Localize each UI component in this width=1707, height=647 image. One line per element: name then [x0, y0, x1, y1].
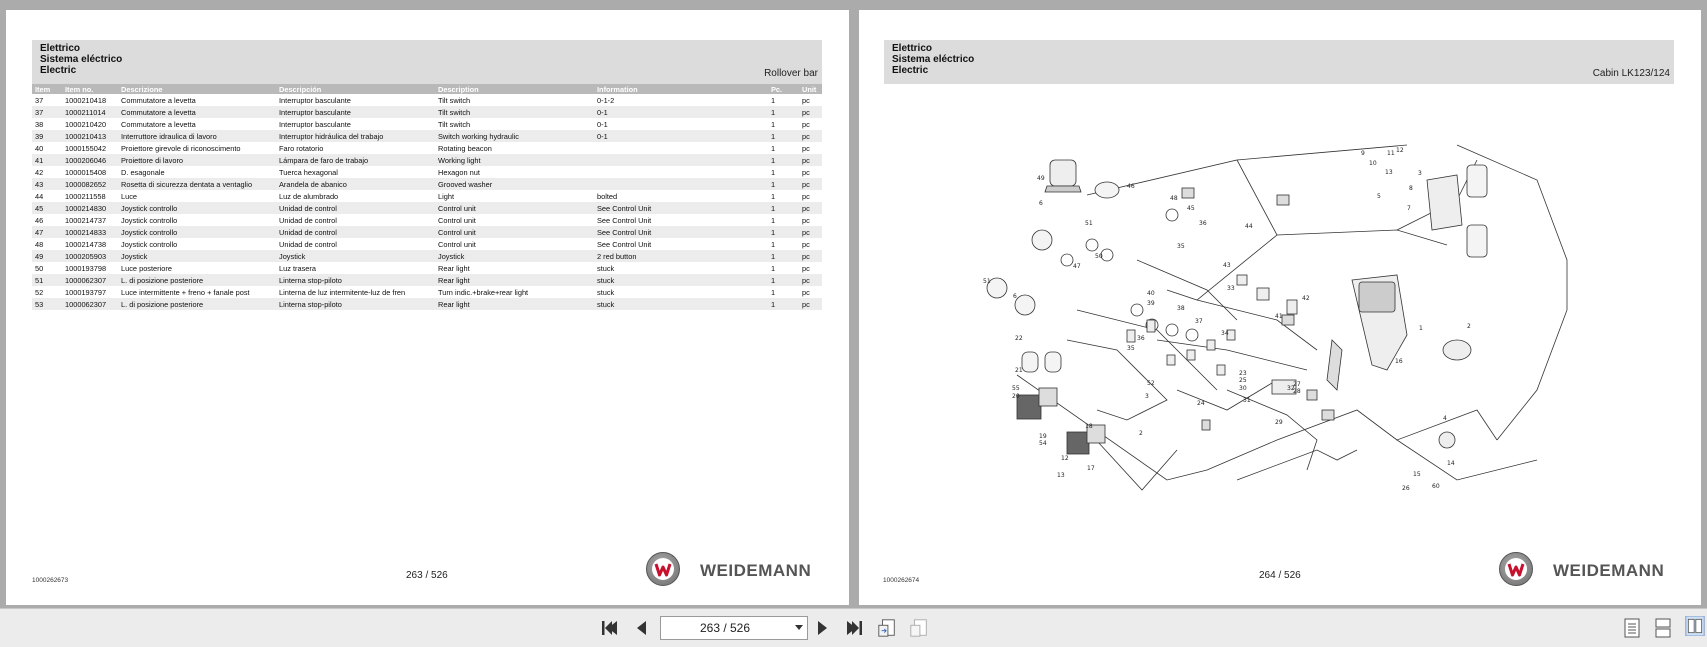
callout-label: 28 [1293, 388, 1301, 395]
cell-item: 40 [35, 143, 44, 153]
callout-label: 3 [1145, 393, 1149, 400]
cell-unit: pc [802, 119, 810, 129]
cell-information: 0-1-2 [597, 95, 615, 105]
table-row [32, 250, 822, 262]
cell-item: 46 [35, 215, 44, 225]
cell-description: Tilt switch [435, 106, 594, 118]
page-number-input[interactable] [660, 616, 808, 640]
callout-label: 35 [1127, 345, 1135, 352]
callout-label: 27 [1293, 381, 1301, 388]
callout-label: 12 [1061, 455, 1069, 462]
table-row [32, 130, 822, 142]
header-line-italian: Elettrico [40, 43, 81, 54]
table-row [32, 202, 822, 214]
cell-information: stuck [594, 274, 768, 286]
cell-description: Joystick [435, 250, 594, 262]
cell-unit: pc [799, 250, 822, 262]
cell-descrizione: Joystick [118, 250, 276, 262]
table-row [32, 118, 822, 130]
callout-label: 22 [1015, 335, 1023, 342]
col-pc: Pc. [768, 84, 799, 94]
cell-description: Turn indic.+brake+rear light [438, 287, 529, 297]
callout-label: 41 [1275, 313, 1283, 320]
cell-unit: pc [802, 263, 810, 273]
cell-unit: pc [799, 298, 822, 310]
callout-label: 51 [1085, 220, 1093, 227]
table-row [32, 298, 822, 310]
cell-descripcion: Interruptor basculante [276, 106, 435, 118]
callout-label: 7 [1407, 205, 1411, 212]
cell-item-no: 1000155042 [65, 143, 107, 153]
header-line-english: Electric [40, 65, 77, 76]
cell-unit: pc [799, 202, 822, 214]
cell-unit: pc [799, 274, 822, 286]
next-page-icon[interactable] [812, 618, 832, 638]
cell-unit: pc [802, 215, 810, 225]
callout-label: 44 [1245, 223, 1253, 230]
callout-label: 36 [1137, 335, 1145, 342]
callout-label: 33 [1227, 285, 1235, 292]
cell-unit: pc [802, 287, 810, 297]
table-row [32, 142, 822, 154]
callout-label: 15 [1413, 471, 1421, 478]
weidemann-logo-icon [646, 552, 680, 586]
cell-pc: 1 [768, 154, 799, 166]
cell-descrizione: Luce intermittente + freno + fanale post [121, 287, 250, 297]
callout-label: 13 [1385, 169, 1393, 176]
cell-information: stuck [594, 298, 768, 310]
cell-pc: 1 [771, 287, 776, 297]
cell-description: Tilt switch [438, 95, 471, 105]
callout-label: 47 [1073, 263, 1081, 270]
page-header [32, 40, 822, 84]
cell-item-no: 1000062307 [62, 274, 118, 286]
cell-item: 42 [35, 167, 44, 177]
callout-label: 34 [1221, 330, 1229, 337]
cell-description: Rear light [438, 263, 470, 273]
callout-label: 37 [1195, 318, 1203, 325]
cell-item: 47 [32, 226, 62, 238]
cell-item: 37 [35, 95, 44, 105]
col-descripcion: Descripción [276, 84, 435, 94]
cell-information: See Control Unit [597, 239, 652, 249]
callout-label: 36 [1199, 220, 1207, 227]
cell-item-no: 1000211558 [65, 191, 106, 201]
cell-item-no: 1000062307 [62, 298, 118, 310]
callout-label: 20 [1012, 393, 1020, 400]
table-row [32, 226, 822, 238]
callout-label: 50 [1095, 253, 1103, 260]
cell-descrizione: Proiettore girevole di riconoscimento [121, 143, 241, 153]
cell-item-no: 1000015408 [65, 167, 107, 177]
cell-descripcion: Luz trasera [279, 263, 316, 273]
cell-unit: pc [802, 95, 810, 105]
cell-descrizione: Joystick controllo [121, 239, 178, 249]
col-item: Item [32, 84, 62, 94]
cell-item: 39 [32, 130, 62, 142]
callout-label: 25 [1239, 377, 1247, 384]
table-header-row [32, 84, 822, 94]
section-title: Rollover bar [764, 68, 818, 79]
cell-pc: 1 [771, 95, 776, 105]
cell-descrizione: Commutatore a levetta [121, 119, 196, 129]
cell-descripcion: Unidad de control [276, 226, 435, 238]
callout-label: 55 [1012, 385, 1020, 392]
table-row [32, 106, 822, 118]
callout-label: 2 [1139, 430, 1143, 437]
callout-label: 6 [1013, 293, 1017, 300]
parts-table [32, 84, 822, 310]
cell-descrizione: Joystick controllo [118, 226, 276, 238]
callout-label: 60 [1432, 483, 1440, 490]
fit-width-icon[interactable] [908, 618, 930, 638]
callout-label: 19 [1039, 433, 1047, 440]
cell-descripcion: Linterna de luz intermitente-luz de fren [279, 287, 406, 297]
cell-description: Rear light [435, 298, 594, 310]
two-page-view-icon[interactable] [1684, 616, 1706, 636]
cell-pc: 1 [768, 130, 799, 142]
cell-pc: 1 [768, 106, 799, 118]
cell-description: Control unit [438, 215, 476, 225]
document-code: 1000262674 [883, 577, 920, 584]
cell-item-no: 1000214830 [62, 202, 118, 214]
cell-description: Control unit [435, 226, 594, 238]
cell-item: 51 [32, 274, 62, 286]
cell-description: Switch working hydraulic [435, 130, 594, 142]
table-row [32, 178, 822, 190]
callout-label: 40 [1147, 290, 1155, 297]
cell-descripcion: Interruptor basculante [279, 119, 351, 129]
table-row [32, 166, 822, 178]
cell-description: Grooved washer [435, 178, 594, 190]
cell-item-no: 1000205903 [62, 250, 118, 262]
cell-information: bolted [597, 191, 618, 201]
document-code: 1000262673 [32, 577, 69, 584]
cell-pc: 1 [771, 239, 776, 249]
callout-label: 45 [1187, 205, 1195, 212]
cell-pc: 1 [771, 191, 776, 201]
cell-unit: pc [799, 130, 822, 142]
cell-item: 38 [35, 119, 44, 129]
callout-label: 54 [1039, 440, 1047, 447]
chevron-down-icon[interactable] [795, 625, 803, 630]
callout-label: 6 [1039, 200, 1043, 207]
callout-label: 26 [1402, 485, 1410, 492]
cell-descripcion: Linterna stop-piloto [276, 298, 435, 310]
cell-description: Light [438, 191, 455, 201]
cell-item: 44 [35, 191, 44, 201]
cell-item-no: 1000214738 [65, 239, 107, 249]
cell-information [594, 154, 768, 166]
col-description: Description [435, 84, 594, 94]
cell-descrizione: L. di posizione posteriore [118, 274, 276, 286]
cell-item-no: 1000193797 [65, 287, 107, 297]
cell-descripcion: Linterna stop-piloto [276, 274, 435, 286]
callout-label: 42 [1302, 295, 1310, 302]
cell-descripcion: Tuerca hexagonal [279, 167, 338, 177]
cell-item: 50 [35, 263, 44, 273]
cell-description: Tilt switch [438, 119, 471, 129]
cell-unit: pc [802, 167, 810, 177]
brand-name: WEIDEMANN [700, 561, 812, 580]
callout-label: 49 [1037, 175, 1045, 182]
callout-label: 29 [1275, 419, 1283, 426]
callout-label: 51 [983, 278, 991, 285]
wiring-diagram [977, 140, 1577, 530]
cell-descripcion: Unidad de control [276, 202, 435, 214]
cell-item: 52 [35, 287, 44, 297]
cell-descrizione: Luce [121, 191, 138, 201]
cell-descrizione: Commutatore a levetta [121, 95, 196, 105]
cell-information: See Control Unit [597, 215, 652, 225]
table-row [32, 274, 822, 286]
cell-item: 49 [32, 250, 62, 262]
page-264 [859, 10, 1701, 605]
col-item-no: Item no. [62, 84, 118, 94]
weidemann-logo-icon [1499, 552, 1533, 586]
cell-information: 0-1 [594, 130, 768, 142]
cell-description: Rotating beacon [438, 143, 492, 153]
cell-description: Working light [435, 154, 594, 166]
cell-descripcion: Luz de alumbrado [279, 191, 339, 201]
header-line-spanish: Sistema eléctrico [892, 54, 975, 65]
page-263 [6, 10, 849, 605]
cell-information: See Control Unit [594, 226, 768, 238]
cell-pc: 1 [768, 274, 799, 286]
header-line-italian: Elettrico [892, 43, 933, 54]
callout-label: 1 [1419, 325, 1423, 332]
section-title: Cabin LK123/124 [1592, 68, 1670, 79]
fit-page-icon[interactable] [876, 618, 898, 638]
cell-pc: 1 [771, 263, 776, 273]
callout-label: 3 [1418, 170, 1422, 177]
cell-information [594, 178, 768, 190]
callout-label: 21 [1015, 367, 1023, 374]
last-page-icon[interactable] [844, 618, 864, 638]
callout-label: 9 [1361, 150, 1365, 157]
callout-label: 5 [1377, 193, 1381, 200]
table-row [32, 214, 822, 226]
cell-information: See Control Unit [594, 202, 768, 214]
table-row [32, 238, 822, 250]
cell-pc: 1 [768, 226, 799, 238]
callout-label: 17 [1087, 465, 1095, 472]
callout-label: 52 [1147, 380, 1155, 387]
cell-descrizione: Proiettore di lavoro [118, 154, 276, 166]
cell-information: stuck [597, 263, 615, 273]
cell-item: 53 [32, 298, 62, 310]
cell-description: Control unit [435, 202, 594, 214]
cell-descripcion: Joystick [276, 250, 435, 262]
cell-descrizione: D. esagonale [121, 167, 165, 177]
cell-unit: pc [802, 239, 810, 249]
callout-label: 11 [1387, 150, 1395, 157]
cell-item: 45 [32, 202, 62, 214]
cell-item-no: 1000214833 [62, 226, 118, 238]
cell-descrizione: Joystick controllo [118, 202, 276, 214]
callout-label: 14 [1447, 460, 1455, 467]
header-line-spanish: Sistema eléctrico [40, 54, 123, 65]
cell-pc: 1 [768, 250, 799, 262]
viewer-toolbar [0, 608, 1707, 647]
cell-descrizione: L. di posizione posteriore [118, 298, 276, 310]
cell-item: 43 [32, 178, 62, 190]
cell-descripcion: Interruptor hidráulica del trabajo [276, 130, 435, 142]
callout-label: 43 [1223, 262, 1231, 269]
cell-unit: pc [802, 191, 810, 201]
table-row [32, 190, 822, 202]
callout-label: 30 [1239, 385, 1247, 392]
cell-descripcion: Lámpara de faro de trabajo [276, 154, 435, 166]
cell-item-no: 1000210420 [65, 119, 107, 129]
cell-unit: pc [799, 154, 822, 166]
table-row [32, 286, 822, 298]
prev-page-icon[interactable] [632, 618, 652, 638]
callout-label: 12 [1396, 147, 1404, 154]
cell-unit: pc [799, 106, 822, 118]
callout-label: 46 [1127, 183, 1135, 190]
page-number: 263 / 526 [406, 570, 448, 581]
cell-descrizione: Luce posteriore [121, 263, 172, 273]
first-page-icon[interactable] [600, 618, 620, 638]
cell-item-no: 1000082652 [62, 178, 118, 190]
col-information: Information [594, 84, 768, 94]
cell-descripcion: Faro rotatorio [279, 143, 324, 153]
callout-label: 4 [1443, 415, 1447, 422]
cell-item: 41 [32, 154, 62, 166]
callout-label: 2 [1467, 323, 1471, 330]
cell-pc: 1 [768, 178, 799, 190]
callout-label: 16 [1395, 358, 1403, 365]
cell-descrizione: Interruttore idraulica di lavoro [118, 130, 276, 142]
callout-label: 8 [1409, 185, 1413, 192]
cell-item-no: 1000210413 [62, 130, 118, 142]
cell-descrizione: Commutatore a levetta [118, 106, 276, 118]
cell-item-no: 1000214737 [65, 215, 107, 225]
callout-label: 24 [1197, 400, 1205, 407]
cell-pc: 1 [768, 202, 799, 214]
table-row [32, 154, 822, 166]
page-number: 264 / 526 [1259, 570, 1301, 581]
cell-descripcion: Unidad de control [279, 215, 337, 225]
callout-label: 18 [1085, 423, 1093, 430]
cell-descripcion: Arandela de abanico [276, 178, 435, 190]
page-number-value: 263 / 526 [699, 621, 751, 635]
callout-label: 35 [1177, 243, 1185, 250]
cell-pc: 1 [771, 119, 776, 129]
cell-pc: 1 [768, 298, 799, 310]
cell-information: stuck [597, 287, 615, 297]
cell-item-no: 1000210418 [65, 95, 107, 105]
cell-descripcion: Interruptor basculante [279, 95, 351, 105]
callout-label: 39 [1147, 300, 1155, 307]
cell-information [594, 142, 768, 154]
callout-label: 31 [1243, 397, 1251, 404]
table-row [32, 94, 822, 106]
cell-description: Rear light [435, 274, 594, 286]
table-row [32, 262, 822, 274]
cell-description: Control unit [438, 239, 476, 249]
cell-pc: 1 [771, 167, 776, 177]
cell-descrizione: Rosetta di sicurezza dentata a ventaglio [118, 178, 276, 190]
callout-label: 32 [1287, 385, 1295, 392]
header-line-english: Electric [892, 65, 929, 76]
cell-pc: 1 [771, 215, 776, 225]
cell-item-no: 1000211014 [62, 106, 118, 118]
single-page-view-icon[interactable] [1623, 618, 1641, 638]
page-header [884, 40, 1674, 84]
callout-label: 38 [1177, 305, 1185, 312]
continuous-view-icon[interactable] [1654, 618, 1672, 638]
cell-item-no: 1000206046 [62, 154, 118, 166]
cell-information [594, 166, 768, 178]
cell-item: 48 [35, 239, 44, 249]
cell-information: 2 red button [594, 250, 768, 262]
cell-item-no: 1000193798 [65, 263, 107, 273]
cell-information: 0-1 [594, 106, 768, 118]
col-descrizione: Descrizione [118, 84, 276, 94]
cell-unit: pc [799, 178, 822, 190]
cell-descripcion: Unidad de control [279, 239, 337, 249]
callout-label: 13 [1057, 472, 1065, 479]
cell-item: 37 [32, 106, 62, 118]
cell-descrizione: Joystick controllo [121, 215, 178, 225]
cell-description: Hexagon nut [438, 167, 480, 177]
callout-label: 23 [1239, 370, 1247, 377]
brand-name: WEIDEMANN [1553, 561, 1665, 580]
cell-information: 0-1 [597, 119, 608, 129]
callout-label: 10 [1369, 160, 1377, 167]
cell-unit: pc [802, 143, 810, 153]
cell-pc: 1 [771, 143, 776, 153]
cell-unit: pc [799, 226, 822, 238]
col-unit: Unit [799, 84, 822, 94]
callout-label: 48 [1170, 195, 1178, 202]
